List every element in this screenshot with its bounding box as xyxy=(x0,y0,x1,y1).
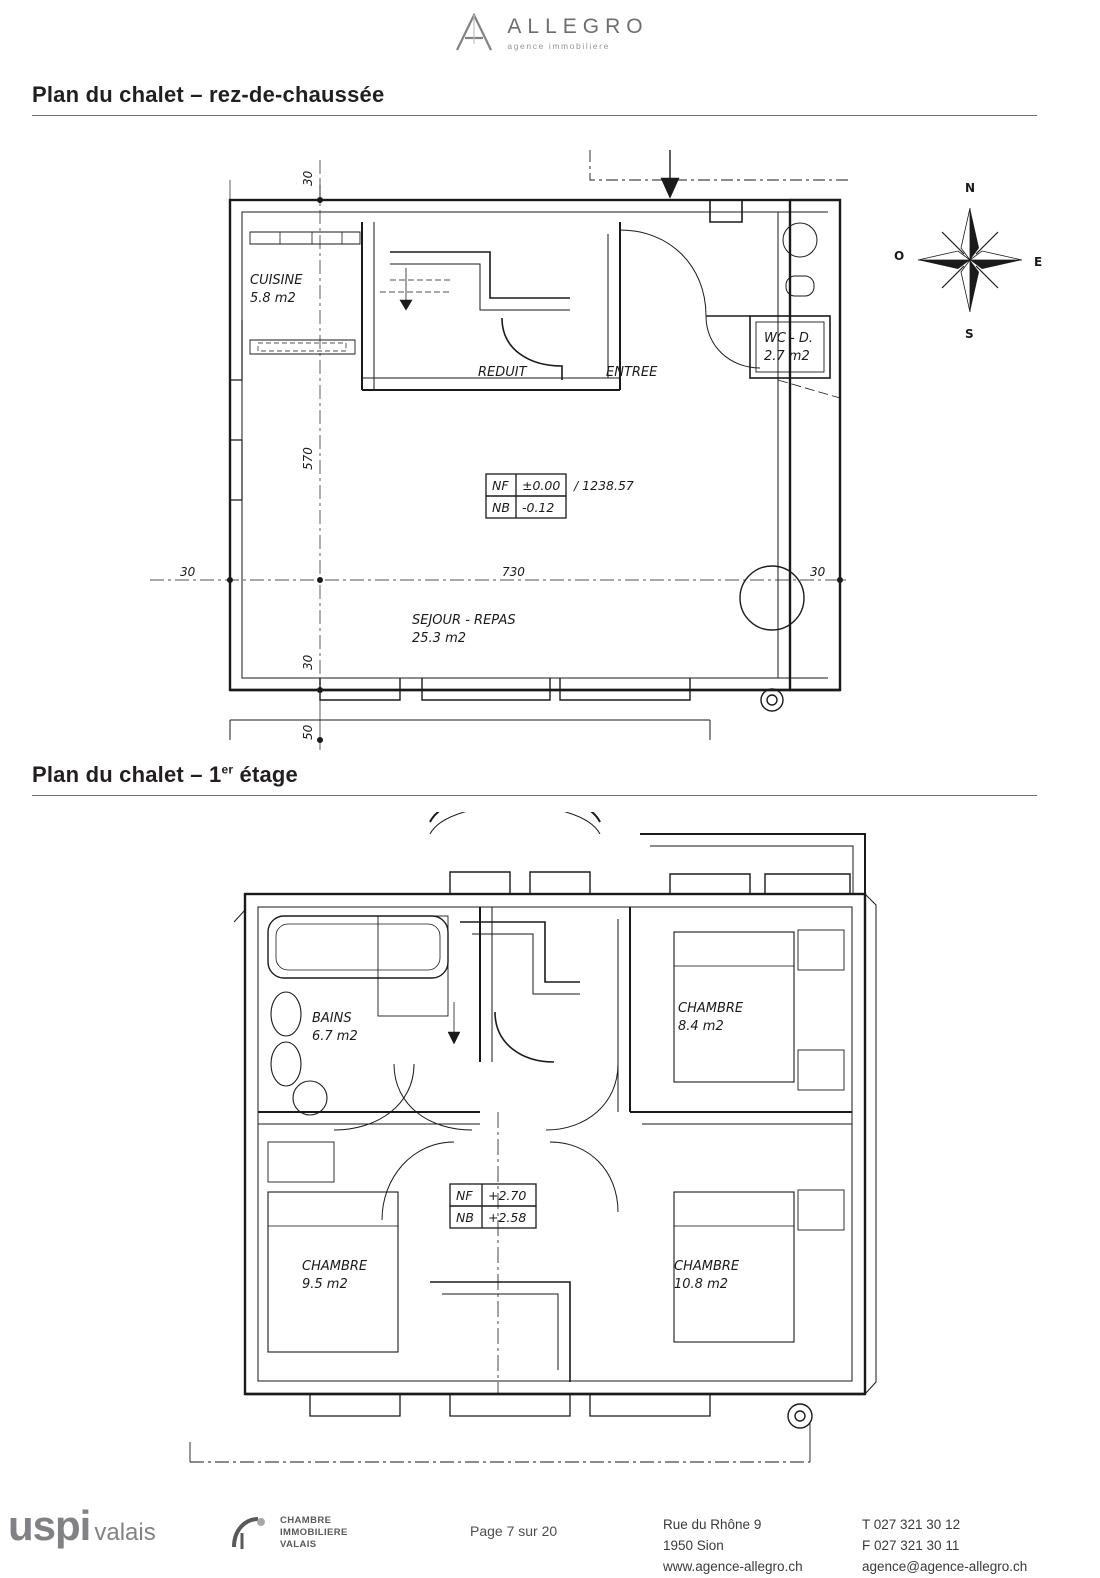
contact-email[interactable]: agence@agence-allegro.ch xyxy=(862,1558,1028,1574)
room-label-wc: WC - D. xyxy=(764,331,814,346)
room-label-bains: BAINS xyxy=(312,1011,352,1026)
page-footer xyxy=(0,1475,1100,1577)
level-altitude: / 1238.57 xyxy=(574,478,634,493)
section-title-ground-floor xyxy=(32,82,1037,116)
room-label-sejour: SEJOUR - REPAS xyxy=(412,613,516,628)
compass-rose-icon xyxy=(918,208,1022,312)
level-nb-value: -0.12 xyxy=(522,500,555,515)
chambre-immobiliere-logo xyxy=(228,1513,348,1553)
compass-north-label: N xyxy=(965,181,976,195)
room-label-entree: ENTREE xyxy=(606,365,658,380)
uspi-region-text: valais xyxy=(94,1519,156,1546)
room-label-reduit: REDUIT xyxy=(478,365,527,380)
room-label-chambre-1: CHAMBRE xyxy=(678,1001,744,1016)
ci-text-block xyxy=(280,1515,348,1551)
address-website[interactable]: www.agence-allegro.ch xyxy=(663,1558,803,1574)
room-area-cuisine: 5.8 m2 xyxy=(250,291,296,306)
footer-address xyxy=(663,1515,803,1578)
first-level-nf-value: +2.70 xyxy=(488,1188,527,1203)
room-area-bains: 6.7 m2 xyxy=(312,1029,358,1044)
allegro-a-mark-icon xyxy=(451,10,497,56)
uspi-logo xyxy=(8,1502,156,1549)
address-city: 1950 Sion xyxy=(663,1537,724,1553)
level-nb-label: NB xyxy=(492,500,510,515)
room-area-sejour: 25.3 m2 xyxy=(412,631,467,646)
ci-line-3: VALAIS xyxy=(280,1538,317,1550)
level-nf-label: NF xyxy=(492,478,509,493)
address-street: Rue du Rhône 9 xyxy=(663,1517,762,1532)
room-area-chambre-1: 8.4 m2 xyxy=(678,1019,724,1034)
dim-top-left: 30 xyxy=(301,170,315,186)
brand-name: ALLEGRO xyxy=(507,14,649,38)
dim-bottom-small2: 50 xyxy=(301,724,315,740)
compass-east-label: E xyxy=(1034,255,1043,269)
ci-line-1: CHAMBRE xyxy=(280,1515,332,1527)
section-title-ground-text: Plan du chalet – rez-de-chaussée xyxy=(32,82,385,107)
brand-tagline: agence immobiliere xyxy=(507,40,610,51)
contact-phone: T 027 321 30 12 xyxy=(862,1517,961,1532)
footer-contact xyxy=(862,1515,1027,1578)
dim-right-outer: 30 xyxy=(810,565,826,579)
room-label-cuisine: CUISINE xyxy=(250,273,303,288)
contact-fax: F 027 321 30 11 xyxy=(862,1537,960,1553)
section-title-first-text: Plan du chalet – 1 xyxy=(32,762,222,787)
room-label-chambre-2: CHAMBRE xyxy=(302,1259,368,1274)
ci-mark-icon xyxy=(228,1513,272,1553)
uspi-main-text: uspi xyxy=(8,1502,91,1549)
ci-line-2: IMMOBILIERE xyxy=(280,1527,348,1539)
first-floor-plan xyxy=(150,812,1080,1472)
page-number: Page 7 sur 20 xyxy=(470,1523,558,1539)
dim-bottom-small: 30 xyxy=(301,654,315,670)
first-level-nf-label: NF xyxy=(456,1188,473,1203)
room-area-wc: 2.7 m2 xyxy=(764,349,810,364)
room-area-chambre-3: 10.8 m2 xyxy=(674,1277,729,1292)
dim-bottom-width: 730 xyxy=(502,565,525,579)
compass-west-label: O xyxy=(894,249,905,263)
ground-floor-plan xyxy=(150,140,1080,760)
compass-south-label: S xyxy=(965,327,974,341)
brand-logo xyxy=(0,10,1100,56)
section-title-first-sup: er xyxy=(221,762,234,777)
level-nf-value: ±0.00 xyxy=(522,478,561,493)
room-label-chambre-3: CHAMBRE xyxy=(674,1259,740,1274)
room-area-chambre-2: 9.5 m2 xyxy=(302,1277,348,1292)
dim-left-outer: 30 xyxy=(180,565,196,579)
section-title-first-suffix: étage xyxy=(233,762,298,787)
first-level-nb-value: +2.58 xyxy=(488,1210,527,1225)
first-level-nb-label: NB xyxy=(456,1210,474,1225)
section-title-first-floor xyxy=(32,762,1037,796)
dim-left-mid: 570 xyxy=(301,447,315,470)
